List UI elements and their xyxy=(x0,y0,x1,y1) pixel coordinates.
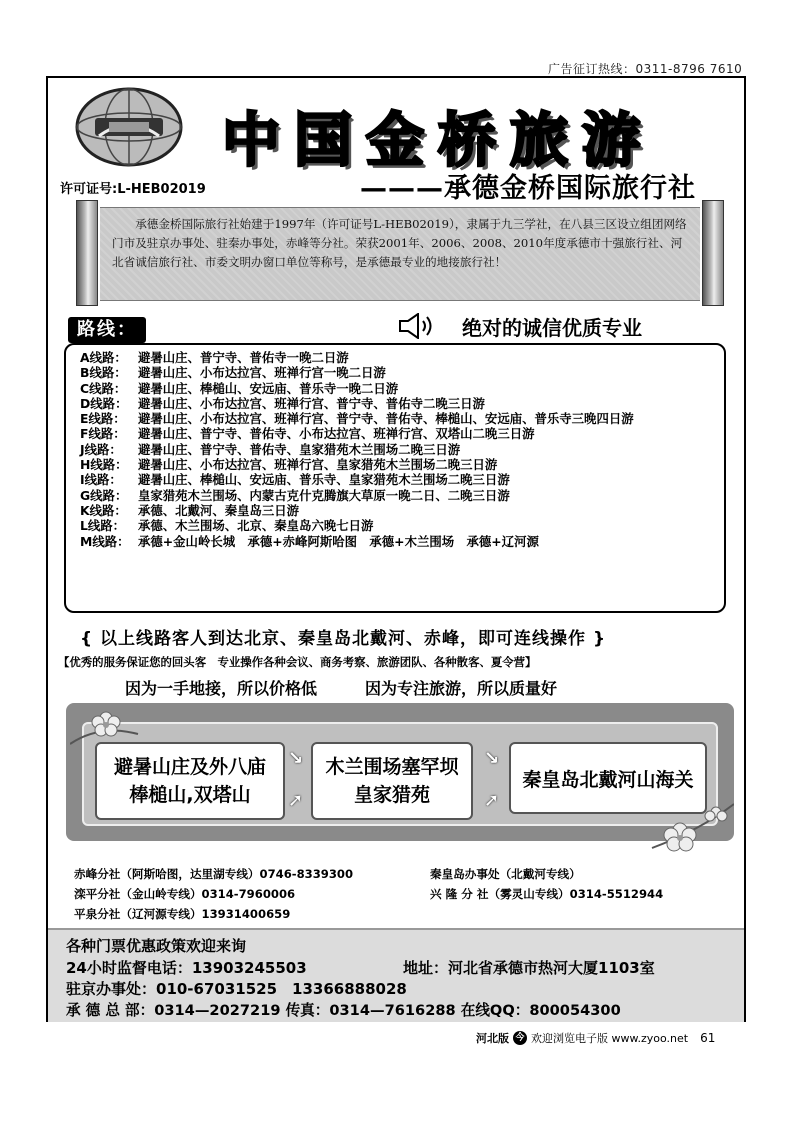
agency-name: ———承德金桥国际旅行社 xyxy=(360,173,696,204)
hotline-number: 24小时监督电话：13903245503 xyxy=(66,959,307,977)
attraction-title: 木兰围场塞罕坝 xyxy=(325,756,459,778)
attraction-card-summer-resort xyxy=(95,742,285,820)
arrow-right-icon: ➚ xyxy=(484,790,500,811)
route-item-j xyxy=(80,442,720,457)
arrow-right-icon: ↘ xyxy=(288,748,304,769)
route-code: H线路： xyxy=(80,457,128,473)
connection-note: { 以上线路客人到达北京、秦皇岛北戴河、赤峰，即可连线操作 } xyxy=(80,629,607,649)
route-text: 避暑山庄、普宁寺、普佑寺一晚二日游 xyxy=(138,350,349,365)
route-item-i xyxy=(80,472,720,487)
route-code: K线路： xyxy=(80,502,127,518)
route-text: 避暑山庄、普宁寺、普佑寺、皇家猎苑木兰围场二晚三日游 xyxy=(138,441,461,457)
branch-chifeng: 赤峰分社（阿斯哈图，达里湖专线）0746-8339300 xyxy=(74,867,354,881)
scroll-rod-left xyxy=(76,200,98,306)
route-code: D线路： xyxy=(80,395,128,411)
attraction-card-qinhuangdao xyxy=(509,742,707,814)
slogan: 绝对的诚信优质专业 xyxy=(462,316,642,340)
attraction-card-mulan-weichang xyxy=(311,742,473,820)
route-code: I线路： xyxy=(80,472,122,488)
attraction-subtitle: 棒槌山,双塔山 xyxy=(129,784,251,806)
page-title: 中国金桥旅游 xyxy=(222,106,655,174)
page-number: 61 xyxy=(700,1031,716,1045)
brand-badge-icon: 今 xyxy=(513,1031,527,1045)
route-list xyxy=(80,350,720,549)
price-quality-note: 因为一手地接，所以价格低 因为专注旅游，所以质量好 xyxy=(125,679,558,698)
route-code: J线路： xyxy=(80,441,122,457)
route-text: 避暑山庄、小布达拉宫、班禅行宫、普宁寺、普佑寺二晚三日游 xyxy=(138,395,485,411)
route-text: 承德、北戴河、秦皇岛三日游 xyxy=(138,502,300,518)
speaker-icon xyxy=(398,313,438,339)
office-address: 地址：河北省承德市热河大厦1103室 xyxy=(403,959,655,977)
route-text: 承德+金山岭长城 承德+赤峰阿斯哈图 承德+木兰围场 承德+辽河源 xyxy=(138,533,539,549)
route-code: E线路： xyxy=(80,411,126,427)
route-code: A线路： xyxy=(80,350,127,365)
branch-luanping: 滦平分社（金山岭专线）0314-7960006 xyxy=(74,887,296,901)
route-text: 承德、木兰围场、北京、秦皇岛六晚七日游 xyxy=(138,518,374,534)
intro-text: 承德金桥国际旅行社始建于1997年（许可证号L-HEB02019），隶属于九三学社，在八县三区设立组团网络门市及驻京办事处、驻秦办事处，赤峰等分社。荣获2001年、2006、2008、2010年度承德市十强旅行社、河北省诚信旅行社、市委文明办窗口单位等称号，是承德最专业的地接旅行社！ xyxy=(112,217,687,269)
arrow-right-icon: ↘ xyxy=(484,748,500,769)
route-item-m xyxy=(80,534,720,549)
route-text: 避暑山庄、普宁寺、普佑寺、小布达拉宫、班禅行宫、双塔山二晚三日游 xyxy=(138,426,535,442)
scroll-rod-right xyxy=(702,200,724,306)
branch-pingquan: 平泉分社（辽河源专线）13931400659 xyxy=(74,907,291,921)
website-note[interactable]: 欢迎浏览电子版 www.zyoo.net xyxy=(531,1032,689,1045)
route-code: B线路： xyxy=(80,365,127,381)
edition-label: 河北版 xyxy=(476,1032,509,1045)
ticket-policy-note: 各种门票优惠政策欢迎来询 xyxy=(66,937,247,955)
route-text: 避暑山庄、小布达拉宫、班禅行宫、普宁寺、普佑寺、棒槌山、安远庙、普乐寺三晚四日游 xyxy=(138,411,634,427)
route-text: 避暑山庄、棒槌山、安远庙、普乐寺、皇家猎苑木兰围场二晚三日游 xyxy=(138,472,510,488)
headquarters-contact: 承 德 总 部：0314—2027219 传真：0314—7616288 在线QQ：800054300 xyxy=(66,1002,621,1019)
attraction-subtitle: 皇家猎苑 xyxy=(353,784,430,806)
attraction-title: 秦皇岛北戴河山海关 xyxy=(522,768,694,791)
page-footer xyxy=(476,1030,715,1046)
route-code: C线路： xyxy=(80,380,127,396)
route-item-d xyxy=(80,396,720,411)
route-text: 避暑山庄、棒槌山、安远庙、普乐寺一晚二日游 xyxy=(138,380,399,396)
route-item-b xyxy=(80,365,720,380)
route-item-c xyxy=(80,381,720,396)
route-item-h xyxy=(80,457,720,472)
route-code: L线路： xyxy=(80,518,126,534)
route-item-f xyxy=(80,426,720,441)
route-item-l xyxy=(80,518,720,533)
route-item-e xyxy=(80,411,720,426)
arrow-right-icon: ➚ xyxy=(288,790,304,811)
branch-qinhuangdao: 秦皇岛办事处（北戴河专线） xyxy=(430,867,581,881)
ad-hotline: 广告征订热线：0311-8796 7610 xyxy=(548,62,743,76)
globe-bridge-logo-icon xyxy=(73,86,185,168)
service-note: 【优秀的服务保证您的回头客 专业操作各种会议、商务考察、旅游团队、各种散客、夏令营】 xyxy=(58,655,537,669)
route-code: M线路： xyxy=(80,533,130,549)
attraction-title: 避暑山庄及外八庙 xyxy=(113,756,266,778)
route-code: F线路： xyxy=(80,426,126,442)
route-text: 皇家猎苑木兰围场、内蒙古克什克腾旗大草原一晚二日、二晚三日游 xyxy=(138,487,510,503)
route-item-a xyxy=(80,350,720,365)
routes-label: 路线： xyxy=(68,317,146,343)
branch-xinglong: 兴 隆 分 社（雾灵山专线）0314-5512944 xyxy=(430,887,664,901)
license-number: 许可证号:L-HEB02019 xyxy=(60,182,206,197)
beijing-office-phone: 驻京办事处：010-67031525 13366888028 xyxy=(66,980,407,998)
route-item-k xyxy=(80,503,720,518)
route-text: 避暑山庄、小布达拉宫、班禅行宫、皇家猎苑木兰围场二晚三日游 xyxy=(138,457,498,473)
route-text: 避暑山庄、小布达拉宫、班禅行宫一晚二日游 xyxy=(138,365,386,381)
route-code: G线路： xyxy=(80,487,128,503)
route-item-g xyxy=(80,488,720,503)
